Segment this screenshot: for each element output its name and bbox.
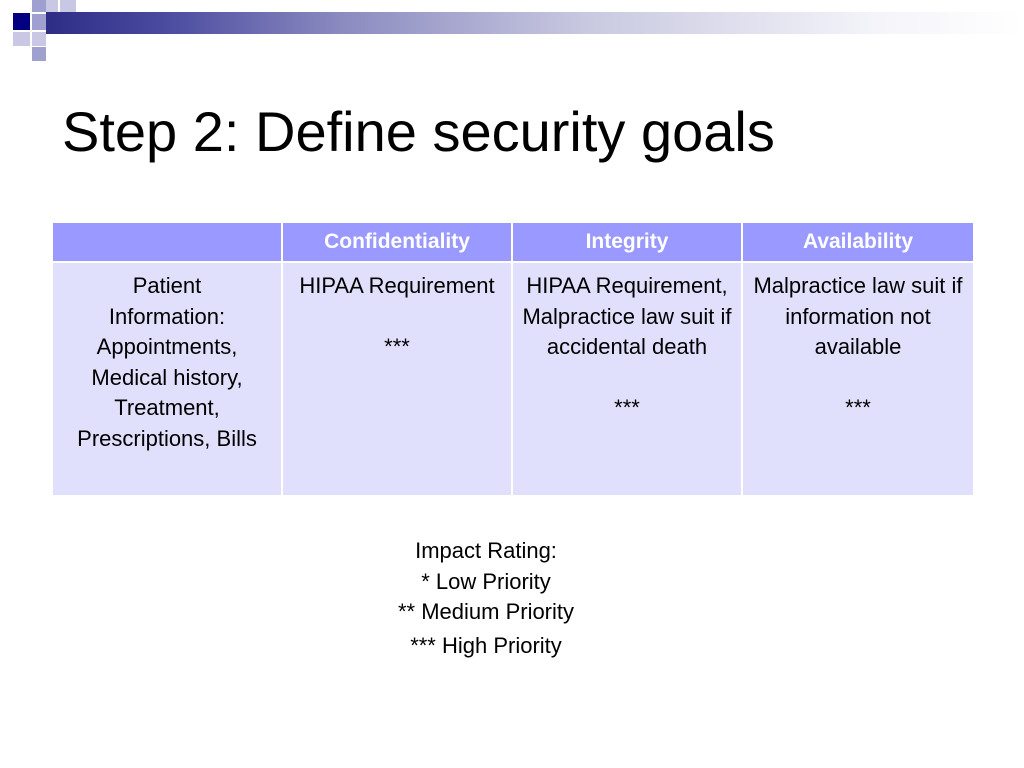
- security-goals-table: [51, 221, 975, 497]
- legend-item-medium: ** Medium Priority: [397, 599, 575, 624]
- table-row: [52, 262, 974, 496]
- decor-square-light: [32, 14, 46, 30]
- cell-asset: Patient Information: Appointments, Medical history, Treatment, Prescriptions, Bills: [52, 262, 282, 496]
- decor-square-light: [32, 47, 46, 61]
- slide-title: Step 2: Define security goals: [62, 100, 775, 163]
- legend-heading: Impact Rating:: [415, 538, 557, 563]
- header-cell-confidentiality: Confidentiality: [282, 222, 512, 262]
- table-header-row: [52, 222, 974, 262]
- impact-rating-legend: [340, 536, 632, 661]
- legend-item-low: * Low Priority: [421, 568, 551, 594]
- decorative-header: [0, 0, 1024, 70]
- header-gradient-band: [46, 12, 1024, 34]
- decor-square-light: [60, 0, 76, 12]
- decor-square-light: [32, 32, 46, 46]
- decor-square-navy: [13, 13, 30, 30]
- cell-integrity: HIPAA Requirement, Malpractice law suit if accidental death ***: [512, 262, 742, 496]
- cell-confidentiality: HIPAA Requirement ***: [282, 262, 512, 496]
- header-cell-availability: Availability: [742, 222, 974, 262]
- decor-square-light: [46, 0, 58, 12]
- legend-item-high: *** High Priority: [410, 632, 562, 658]
- decor-square-light: [13, 32, 30, 46]
- cell-availability: Malpractice law suit if information not available ***: [742, 262, 974, 496]
- decor-square-light: [32, 0, 46, 12]
- header-cell-integrity: Integrity: [512, 222, 742, 262]
- header-cell-empty: [52, 222, 282, 262]
